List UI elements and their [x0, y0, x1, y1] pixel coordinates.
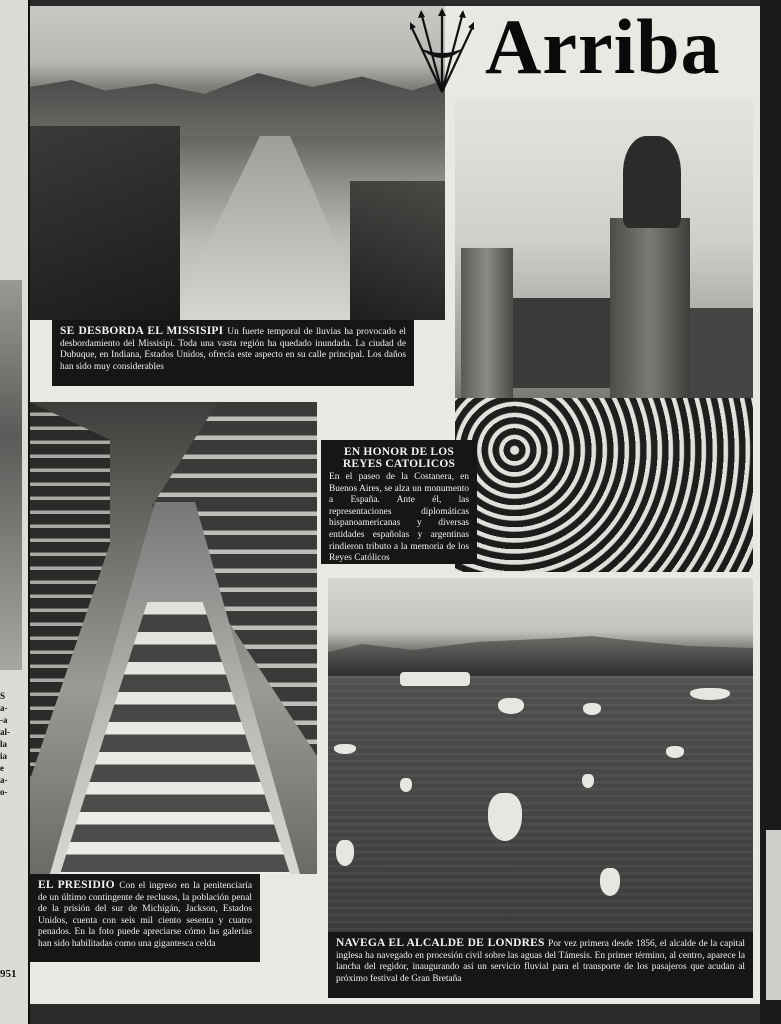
flooded-street — [170, 136, 370, 320]
mississippi-flood-photo — [30, 6, 445, 320]
boat — [666, 746, 684, 758]
monument-relief-right — [690, 308, 753, 398]
reyes-catolicos-monument-photo — [455, 98, 753, 572]
monument-statue — [623, 136, 681, 228]
fragment-line: la — [0, 739, 8, 749]
reyes-caption-body: En el paseo de la Costanera, en Buenos Aires, se alza un monumento a España. Ante él, las representaciones diplomáticas hispanoamericanas y diversas entidades españolas y argentinas rindieron tributo a la memoria de los Reyes Católicos — [329, 472, 469, 564]
boat — [488, 793, 522, 841]
previous-page-text-fragment — [0, 690, 26, 798]
boat — [400, 672, 470, 686]
monument-pillar — [461, 248, 513, 418]
boat — [498, 698, 524, 714]
boat — [583, 703, 601, 715]
next-page-edge — [766, 830, 781, 1000]
mississippi-caption-body: Un fuerte temporal de lluvias ha provocado el desbordamiento del Missisipi. Toda una vasta región ha quedado inundada. La ciudad de Dubuque, en Indiana, Estados Unidos, ofrecía este aspecto en su calle principal. Los daños han sido muy considerables — [60, 327, 406, 372]
boat — [690, 688, 730, 700]
reyes-caption-head: EN HONOR DE LOS REYES CATOLICOS — [342, 446, 456, 470]
boat — [600, 868, 620, 896]
sailors-crowd — [455, 398, 753, 572]
boat — [334, 744, 356, 754]
fragment-line: al- — [0, 727, 10, 737]
fragment-line: o- — [0, 787, 8, 797]
fragment-line: a- — [0, 775, 8, 785]
thames-procession-photo — [328, 578, 753, 932]
right-page-edge — [760, 0, 781, 1024]
flood-building-left — [30, 126, 180, 320]
prison-gallery-photo — [30, 402, 317, 874]
fragment-line: a- — [0, 703, 8, 713]
thames-shoreline — [328, 636, 753, 676]
presidio-caption-body: Con el ingreso en la penitenciaría de un último contingente de reclusos, la población penal de la prisión del sur de Michigán, Jackson, Estados Unidos, cuenta con seis mil ciento sesenta y cuatro penados. En la foto puede apreciarse cómo las galerías han sido habilitadas como una gigantesca celda — [38, 881, 253, 949]
monument-relief-left — [513, 298, 610, 388]
fragment-line: e — [0, 763, 4, 773]
boat — [582, 774, 594, 788]
fragment-line: ia — [0, 751, 8, 761]
boat — [336, 840, 354, 866]
yoke-and-arrows-icon — [410, 8, 474, 94]
reyes-catolicos-caption — [321, 440, 477, 564]
previous-page-edge — [0, 0, 30, 1024]
boat — [400, 778, 412, 792]
londres-caption-body: Por vez primera desde 1856, el alcalde de la capital inglesa ha navegado en procesión civil sobre las aguas del Támesis. En primer término, al centro, aparece la lancha del regidor, inaugurando así un servicio fluvial para el transporte de los pasajeros que acudan al próximo festival de Gran Bretaña — [336, 939, 745, 984]
londres-caption-head: NAVEGA EL ALCALDE DE LONDRES — [336, 937, 549, 949]
presidio-caption — [30, 874, 260, 962]
presidio-caption-head: EL PRESIDIO — [38, 879, 120, 891]
fragment-line: S — [0, 691, 6, 701]
flood-building-right — [350, 181, 445, 320]
magazine-page — [30, 3, 760, 1004]
fragment-line: -a — [0, 715, 8, 725]
londres-caption — [328, 932, 753, 998]
mississippi-caption-head: SE DESBORDA EL MISSISIPI — [60, 325, 228, 337]
thames-water — [328, 676, 753, 932]
previous-page-photo-sliver — [0, 280, 22, 670]
mississippi-caption — [52, 320, 414, 386]
magazine-title: Arriba — [485, 3, 721, 90]
page-number: 951 — [0, 968, 17, 980]
